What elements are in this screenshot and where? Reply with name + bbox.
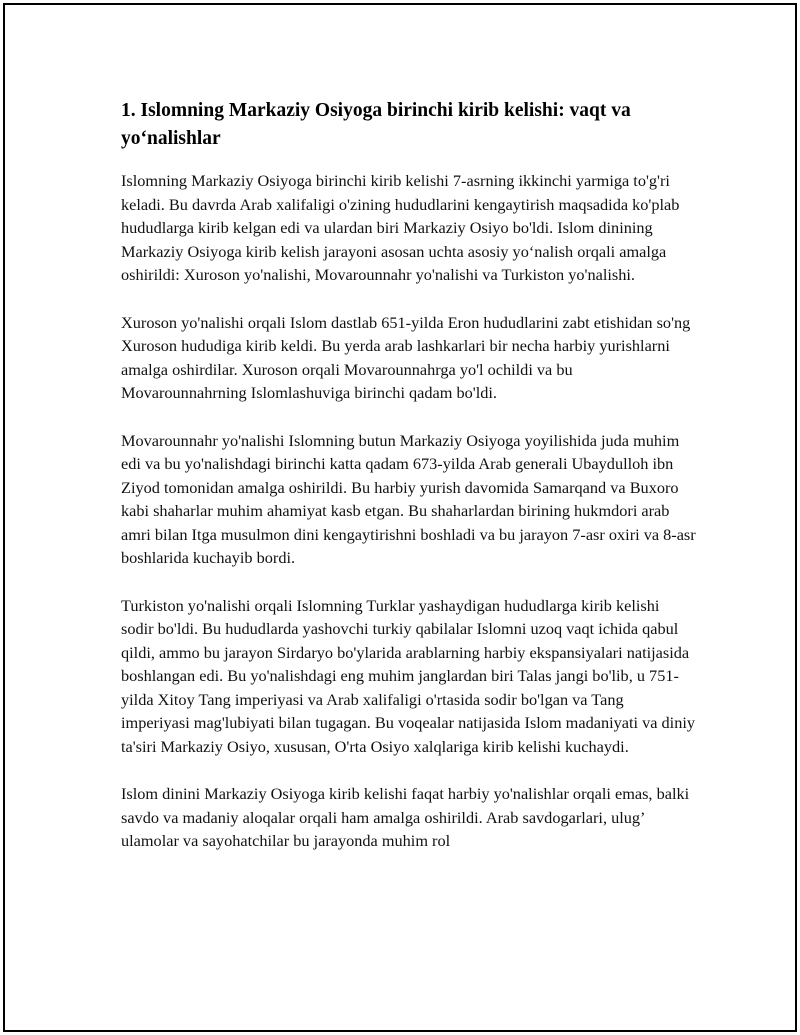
paragraph-xuroson: Xuroson yo'nalishi orqali Islom dastlab 651-yilda Eron hududlarini zabt etishidan so'ng Xuroson hududiga kirib keldi. Bu yerda arab lashkarlari bir necha harbiy yurishlarni amalga oshirdilar. Xuroson orqali Movarounnahrga yo'l ochildi va bu Movarounnahrning Islomlashuviga birinchi qadam bo'ldi. — [121, 312, 691, 402]
document-page — [3, 3, 797, 1032]
paragraph-trade: Islom dinini Markaziy Osiyoga kirib kelishi faqat harbiy yo'nalishlar orqali emas, balki savdo va madaniy aloqalar orqali ham amalga oshirildi. Arab savdogarlari, ulug’ ulamolar va sayohatchilar bu jarayonda muhim rol — [121, 784, 690, 850]
paragraph-intro: Islomning Markaziy Osiyoga birinchi kirib kelishi 7-asrning ikkinchi yarmiga to'g'ri keladi. Bu davrda Arab xalifaligi o'zining hududlarini kengaytirish maqsadida ko'plab hududlarga kirib kelgan edi va ulardan biri Markaziy Osiyo bo'ldi. Islom dinining Markaziy Osiyoga kirib kelish jarayoni asosan uchta asosiy yo‘nalish orqali amalga oshirildi: Xuroson yo'nalishi, Movarounnahr yo'nalishi va Turkiston yo'nalishi. — [121, 171, 680, 284]
document-body — [121, 97, 696, 877]
paragraph-turkiston: Turkiston yo'nalishi orqali Islomning Turklar yashaydigan hududlarga kirib kelishi sodir bo'ldi. Bu hududlarda yashovchi turkiy qabilalar Islomni uzoq vaqt ichida qabul qildi, ammo bu jarayon Sirdaryo bo'ylarida arablarning harbiy ekspansiyalari natijasida boshlangan edi. Bu yo'nalishdagi eng muhim janglardan biri Talas jangi bo'lib, u 751-yilda Xitoy Tang imperiyasi va Arab xalifaligi o'rtasida sodir bo'lgan va Tang imperiyasi mag'lubiyati bilan tugagan. Bu voqealar natijasida Islom madaniyati va diniy ta'siri Markaziy Osiyo, xususan, O'rta Osiyo xalqlariga kirib kelishi kuchaydi. — [121, 595, 695, 756]
paragraph-movarounnahr: Movarounnahr yo'nalishi Islomning butun Markaziy Osiyoga yoyilishida juda muhim edi va bu yo'nalishdagi birinchi katta qadam 673-yilda Arab generali Ubaydulloh ibn Ziyod tomonidan amalga oshirildi. Bu harbiy yurish davomida Samarqand va Buxoro kabi shaharlar muhim ahamiyat kasb etgan. Bu shaharlardan birining hukmdori arab amri bilan Itga musulmon dini kengaytirishni boshladi va bu jarayon 7-asr oxiri va 8-asr boshlarida kuchayib bordi. — [121, 430, 696, 567]
section-heading: 1. Islomning Markaziy Osiyoga birinchi kirib kelishi: vaqt va yo‘nalishlar — [121, 100, 631, 149]
